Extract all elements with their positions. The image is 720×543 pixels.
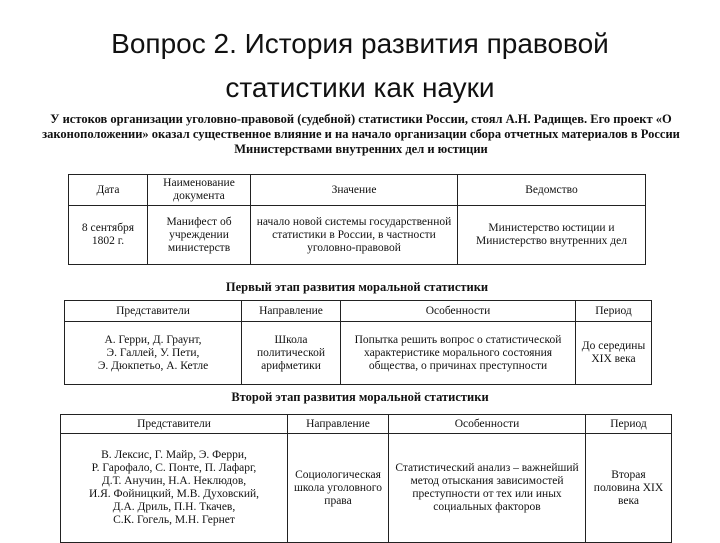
cell-date: 8 сентября 1802 г. bbox=[69, 206, 148, 265]
table-row bbox=[65, 322, 652, 385]
col-period: Период bbox=[576, 301, 652, 322]
cell-agency: Министерство юстиции и Министерство внутренних дел bbox=[458, 206, 646, 265]
col-features: Особенности bbox=[389, 415, 586, 434]
intro-paragraph: У истоков организации уголовно-правовой (судебной) статистики России, стоял А.Н. Радищев. Его проект «О законоположении» оказал существенное влияние и на начало организации сбора отчетных материалов в России Министерствами внутренних дел и юстиции bbox=[42, 112, 680, 156]
col-document: Наименование документа bbox=[148, 175, 251, 206]
cell-direction: Социологическая школа уголовного права bbox=[288, 434, 389, 543]
cell-period: До середины XIX века bbox=[576, 322, 652, 385]
ministry-table bbox=[68, 174, 646, 265]
cell-direction: Школа политической арифметики bbox=[242, 322, 341, 385]
table-header-row bbox=[65, 301, 652, 322]
slide-title bbox=[0, 22, 720, 110]
col-direction: Направление bbox=[288, 415, 389, 434]
col-agency: Ведомство bbox=[458, 175, 646, 206]
cell-features: Статистический анализ – важнейший метод отыскания зависимостей преступности от тех или иных социальных факторов bbox=[389, 434, 586, 543]
title-line-2: статистики как науки bbox=[225, 72, 495, 103]
title-line-1: Вопрос 2. История развития правовой bbox=[111, 28, 609, 59]
stage1-title: Первый этап развития моральной статистики bbox=[225, 280, 489, 294]
table-row bbox=[69, 206, 646, 265]
cell-document: Манифест об учреждении министерств bbox=[148, 206, 251, 265]
col-date: Дата bbox=[69, 175, 148, 206]
col-period: Период bbox=[586, 415, 672, 434]
table-row bbox=[61, 434, 672, 543]
cell-representatives: В. Лексис, Г. Майр, Э. Ферри, Р. Гарофало, С. Понте, П. Лафарг, Д.Т. Анучин, Н.А. Неклюдов, И.Я. Фойницкий, М.В. Духовский, Д.А. Дриль, П.Н. Ткачев, С.К. Гогель, М.Н. Гернет bbox=[61, 434, 288, 543]
stage2-table bbox=[60, 414, 672, 543]
col-features: Особенности bbox=[341, 301, 576, 322]
table-header-row bbox=[69, 175, 646, 206]
col-representatives: Представители bbox=[65, 301, 242, 322]
stage1-table bbox=[64, 300, 652, 385]
cell-period: Вторая половина XIX века bbox=[586, 434, 672, 543]
cell-representatives: А. Герри, Д. Граунт, Э. Галлей, У. Пети, Э. Дюкпетьо, А. Кетле bbox=[65, 322, 242, 385]
stage2-title: Второй этап развития моральной статистики bbox=[231, 390, 489, 404]
col-direction: Направление bbox=[242, 301, 341, 322]
table-header-row bbox=[61, 415, 672, 434]
cell-features: Попытка решить вопрос о статистической характеристике морального состояния общества, о причинах преступности bbox=[341, 322, 576, 385]
col-representatives: Представители bbox=[61, 415, 288, 434]
cell-meaning: начало новой системы государственной статистики в России, в частности уголовно-правовой bbox=[251, 206, 458, 265]
col-meaning: Значение bbox=[251, 175, 458, 206]
